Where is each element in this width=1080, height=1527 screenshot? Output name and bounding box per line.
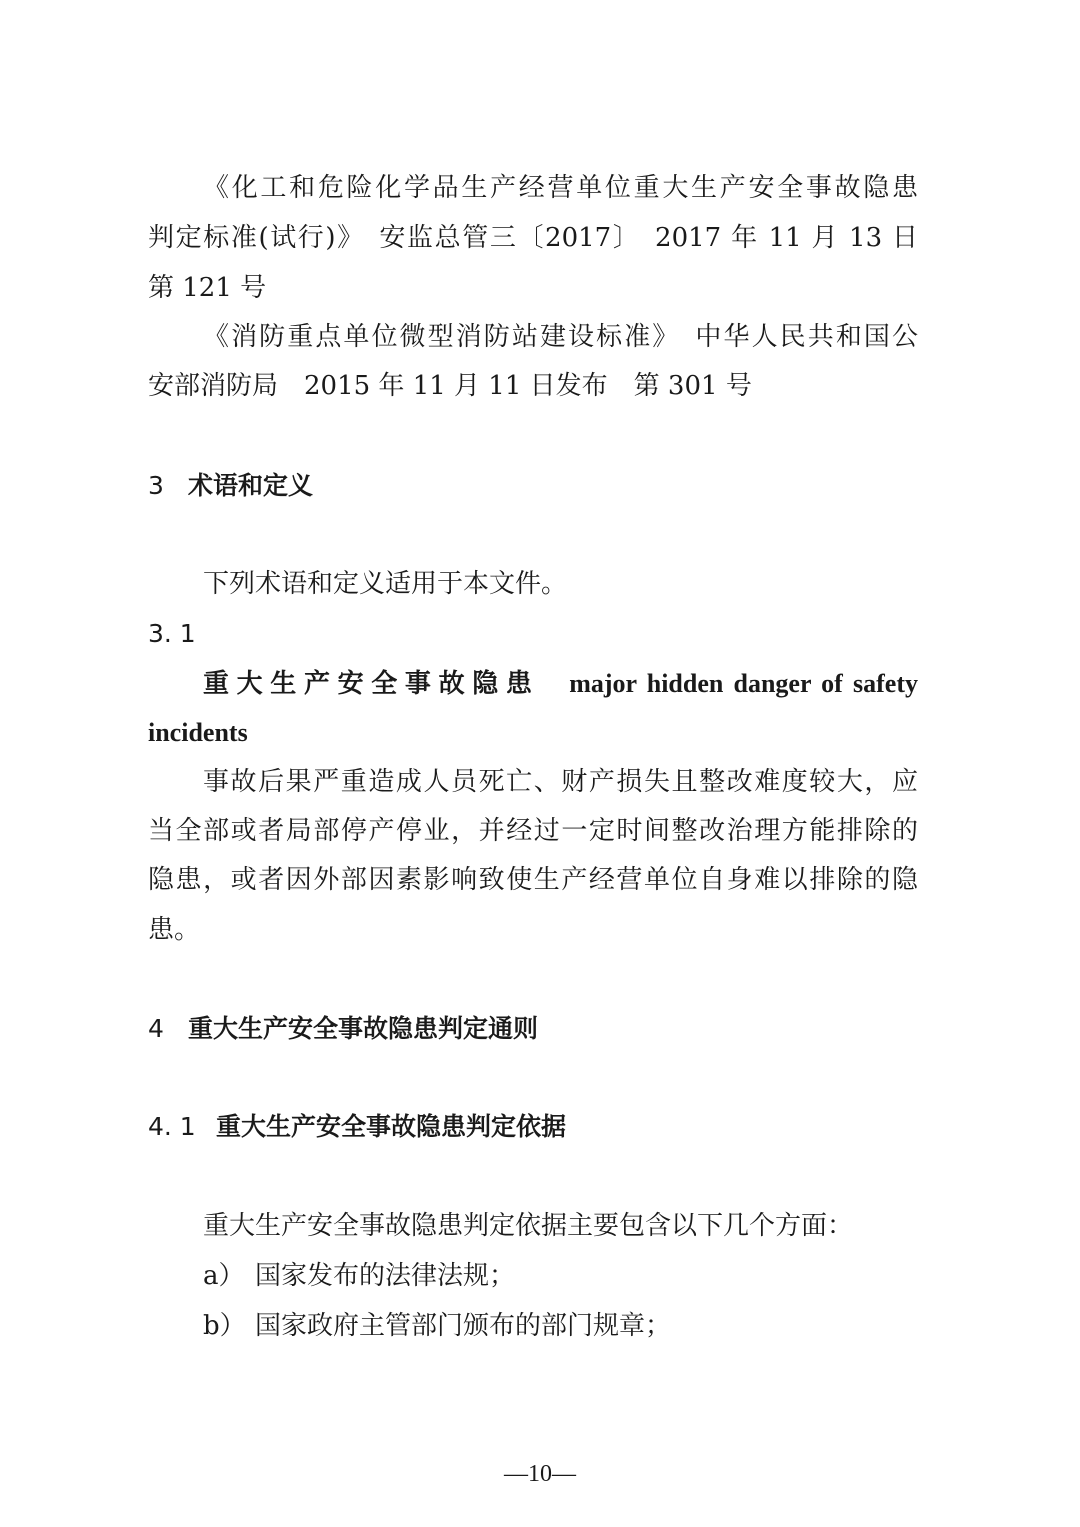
term-line (203, 664, 918, 704)
subsection-number: 4. 1 (148, 1112, 196, 1141)
subsection-number: 3. 1 (148, 619, 196, 648)
list-item-text: 国家政府主管部门颁布的部门规章； (255, 1311, 672, 1341)
definition-line: 当全部或者局部停产停业，并经过一定时间整改治理方能排除的 (148, 816, 918, 846)
list-item (203, 1256, 918, 1296)
reference-line: 安部消防局 2015 年 11 月 11 日发布 第 301 号 (148, 371, 752, 401)
term-english-cont: incidents (148, 718, 248, 747)
list-item (203, 1306, 918, 1346)
list-item-text: 国家发布的法律法规； (255, 1261, 516, 1291)
paragraph: 下列术语和定义适用于本文件。 (203, 569, 568, 599)
reference-line: 第 121 号 (148, 273, 267, 303)
section-title: 重大生产安全事故隐患判定通则 (188, 1014, 539, 1043)
section-heading (148, 466, 918, 506)
reference-line: 《化工和危险化学品生产经营单位重大生产安全事故隐患 (203, 173, 918, 203)
definition-line: 事故后果严重造成人员死亡、财产损失且整改难度较大，应 (203, 767, 918, 797)
subsection-title: 重大生产安全事故隐患判定依据 (216, 1112, 567, 1141)
reference-line: 《消防重点单位微型消防站建设标准》 中华人民共和国公 (203, 322, 918, 352)
page-number: —10— (504, 1461, 576, 1487)
section-title: 术语和定义 (188, 471, 314, 500)
term-chinese: 重大生产安全事故隐患 (203, 669, 540, 699)
term-english: major hidden danger of safety (569, 669, 918, 698)
definition-line: 隐患，或者因外部因素影响致使生产经营单位自身难以排除的隐 (148, 865, 918, 895)
list-marker: a） (203, 1261, 245, 1291)
reference-line: 判定标准(试行)》 安监总管三〔2017〕 2017 年 11 月 13 日 (148, 223, 918, 253)
definition-line: 患。 (148, 915, 201, 945)
section-heading (148, 1009, 918, 1049)
paragraph: 重大生产安全事故隐患判定依据主要包含以下几个方面： (203, 1211, 854, 1241)
subsection-heading (148, 1107, 918, 1147)
section-number: 3 (148, 471, 164, 500)
list-marker: b） (203, 1311, 246, 1341)
section-number: 4 (148, 1014, 164, 1043)
term-line (148, 713, 918, 753)
